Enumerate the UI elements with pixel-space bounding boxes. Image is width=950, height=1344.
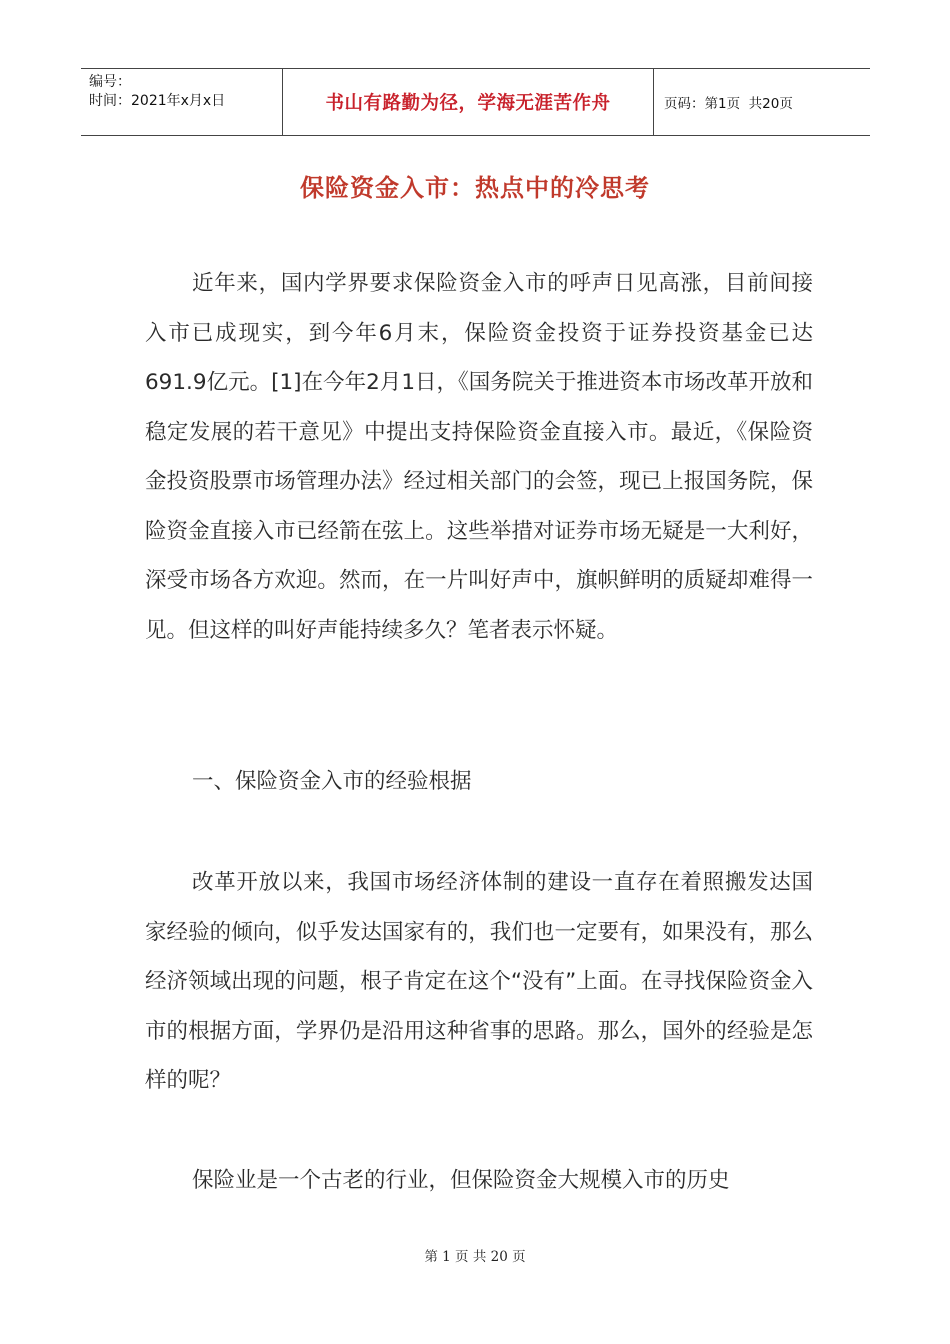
- document-number-label: 编号：: [89, 74, 131, 90]
- header-page-cell: [654, 69, 870, 135]
- paragraph-history: 保险业是一个古老的行业，但保险资金大规模入市的历史: [192, 1168, 730, 1193]
- document-title: 保险资金入市：热点中的冷思考: [300, 173, 650, 202]
- header-table: [81, 68, 870, 136]
- header-page-info: 页码：第1页 共20页: [664, 96, 793, 112]
- header-motto: 书山有路勤为径，学海无涯苦作舟: [325, 93, 611, 114]
- document-date: 时间：2021年x月x日: [89, 93, 226, 109]
- paragraph-reform: 改革开放以来，我国市场经济体制的建设一直存在着照搬发达国家经验的倾向，似乎发达国家有的，我们也一定要有，如果没有，那么经济领域出现的问题，根子肯定在这个“没有”上面。在寻找保险资金入市的根据方面，学界仍是沿用这种省事的思路。那么，国外的经验是怎样的呢？: [145, 870, 813, 1093]
- section-heading: 一、保险资金入市的经验根据: [192, 769, 472, 794]
- header-meta-cell: [81, 69, 282, 135]
- paragraph-intro: 近年来，国内学界要求保险资金入市的呼声日见高涨，目前间接入市已成现实，到今年6月末，保险资金投资于证券投资基金已达691.9亿元。[1]在今年2月1日，《国务院关于推进资本市场改革开放和稳定发展的若干意见》中提出支持保险资金直接入市。最近，《保险资金投资股票市场管理办法》经过相关部门的会签，现已上报国务院，保险资金直接入市已经箭在弦上。这些举措对证券市场无疑是一大利好，深受市场各方欢迎。然而，在一片叫好声中，旗帜鲜明的质疑却难得一见。但这样的叫好声能持续多久？笔者表示怀疑。: [145, 271, 813, 643]
- page-footer: 第 1 页 共 20 页: [424, 1249, 526, 1265]
- header-motto-cell: [282, 69, 654, 135]
